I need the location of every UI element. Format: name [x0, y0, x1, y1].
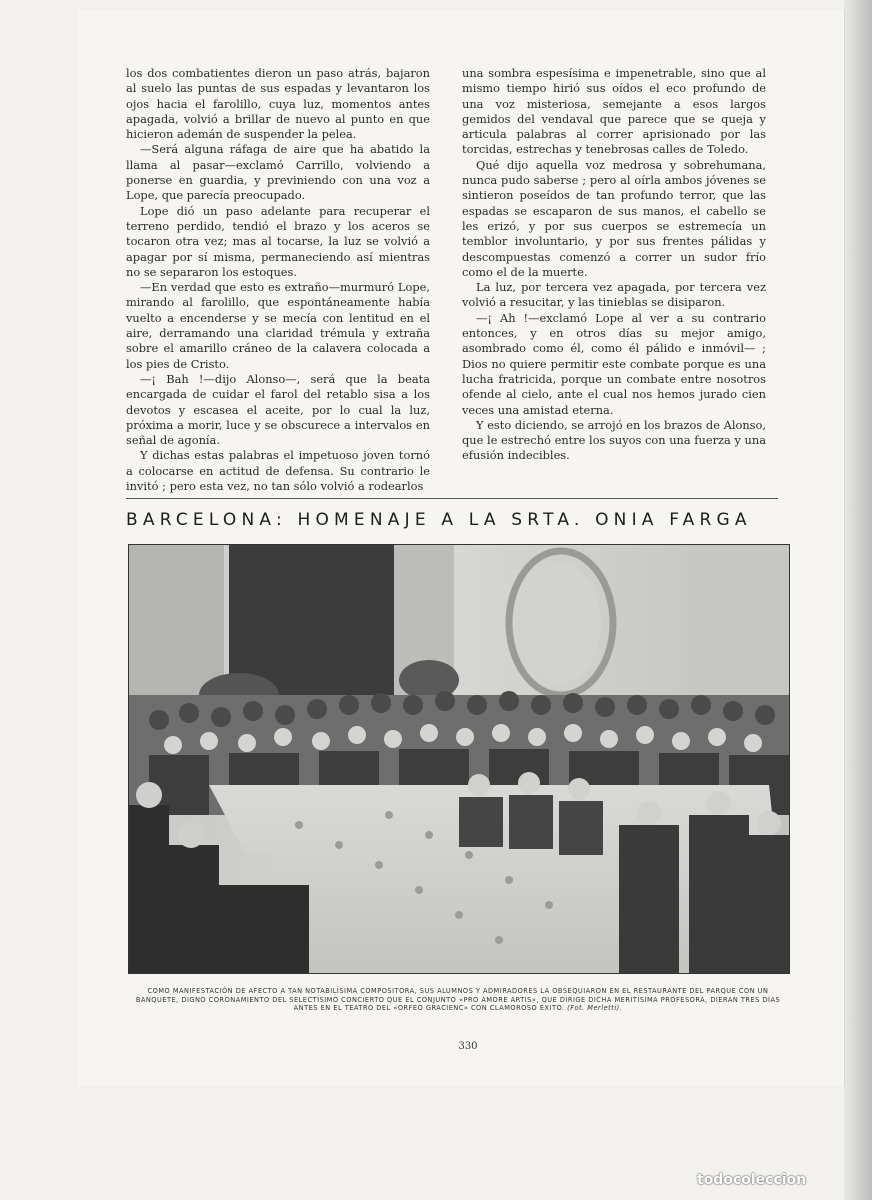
section-divider: [126, 498, 778, 499]
page-number: 330: [458, 1041, 478, 1052]
article-paragraph: —¡ Ah !—exclamó Lope al ver a su contrario entonces, y en otros días su mejor amigo, asombrado como él, como él pálido e inmóvil— ; Dios no quiere permitir este combate porque es una lucha fratricida, porque un combate entre nosotros ofende al cielo, ante el cual nos hemos jurado cien veces una amistad eterna.: [462, 310, 766, 417]
article-paragraph: Lope dió un paso adelante para recuperar el terreno perdido, tendió el brazo y los aceros se tocaron otra vez; mas al tocarse, la luz se volvió a apagar por sí misma, permaneciendo así mientras no se separaron los estoques.: [126, 203, 430, 279]
article-paragraph: Y dichas estas palabras el impetuoso joven tornó a colocarse en actitud de defensa. Su contrario le invitó ; pero esta vez, no tan sólo volvió a rodearlos: [126, 448, 430, 494]
section-heading: BARCELONA: HOMENAJE A LA SRTA. ONIA FARGA: [126, 510, 752, 530]
watermark-logo: todocoleccion: [697, 1172, 807, 1188]
photo-caption-text: COMO MANIFESTACIÓN DE AFECTO A TAN NOTABILÍSIMA COMPOSITORA, SUS ALUMNOS Y ADMIRADORES LA OBSEQUIARON EN EL RESTAURANTE DEL PARQUE CON UN BANQUETE, DIGNO CORONAMIENTO DEL SELECTÍSIMO CONCIERTO QUE EL CONJUNTO «PRO AMORE ARTIS», QUE DIRIGE DICHA MERITÍSIMA PROFESORA, DIERAN TRES DÍAS ANTES EN EL TEATRO DEL «ORFEO GRACIENC» CON CLAMOROSO ÉXITO.: [135, 987, 781, 1012]
article-paragraph: una sombra espesísima e impenetrable, sino que al mismo tiempo hirió sus oídos el eco profundo de una voz misteriosa, semejante a esos largos gemidos del vendaval que parece que se queja y articula palabras al correr aprisionado por las torcidas, estrechas y tenebrosas calles de Toledo.: [462, 66, 766, 157]
article-paragraph: Qué dijo aquella voz medrosa y sobrehumana, nunca pudo saberse ; pero al oírla ambos jóvenes se sintieron poseídos de tan profundo terror, que las espadas se escaparon de sus manos, el cabello se les erizó, y por sus cuerpos se estremecía un temblor involuntario, y por sus frentes pálidas y descompuestas comenzó a correr un sudor frío como el de la muerte.: [462, 157, 766, 279]
photo-credit: (Fot. Merletti).: [567, 1004, 623, 1012]
article-paragraph: los dos combatientes dieron un paso atrás, bajaron al suelo las puntas de sus espadas y levantaron los ojos hacia el farolillo, cuya luz, momentos antes apagada, volvió a brillar de nuevo al punto en que hicieron ademán de suspender la pelea.: [126, 66, 430, 142]
magazine-page: [78, 10, 845, 1086]
article-paragraph: —Será alguna ráfaga de aire que ha abatido la llama al pasar—exclamó Carrillo, volviendo a ponerse en guardia, y previniendo con una voz a Lope, que parecía preocupado.: [126, 142, 430, 203]
article-column-left: [126, 66, 430, 494]
photo-caption: [128, 987, 788, 1013]
article-column-right: [462, 66, 766, 464]
article-paragraph: Y esto diciendo, se arrojó en los brazos de Alonso, que le estrechó entre los suyos con una fuerza y una efusión indecibles.: [462, 417, 766, 463]
banquet-photo: [128, 544, 790, 974]
article-paragraph: La luz, por tercera vez apagada, por tercera vez volvió a resucitar, y las tinieblas se disiparon.: [462, 280, 766, 310]
banquet-photo-image: [129, 545, 789, 973]
scan-edge-shadow: [844, 0, 872, 1200]
article-paragraph: —¡ Bah !—dijo Alonso—, será que la beata encargada de cuidar el farol del retablo sisa a los devotos y escasea el aceite, por lo cual la luz, próxima a morir, luce y se obscurece a intervalos en señal de agonía.: [126, 371, 430, 448]
article-paragraph: —En verdad que esto es extraño—murmuró Lope, mirando al farolillo, que espontáneamente había vuelto a encenderse y se mecía con lentitud en el aire, derramando una claridad trémula y extraña sobre el amarillo cráneo de la calavera colocada a los pies de Cristo.: [126, 280, 430, 371]
